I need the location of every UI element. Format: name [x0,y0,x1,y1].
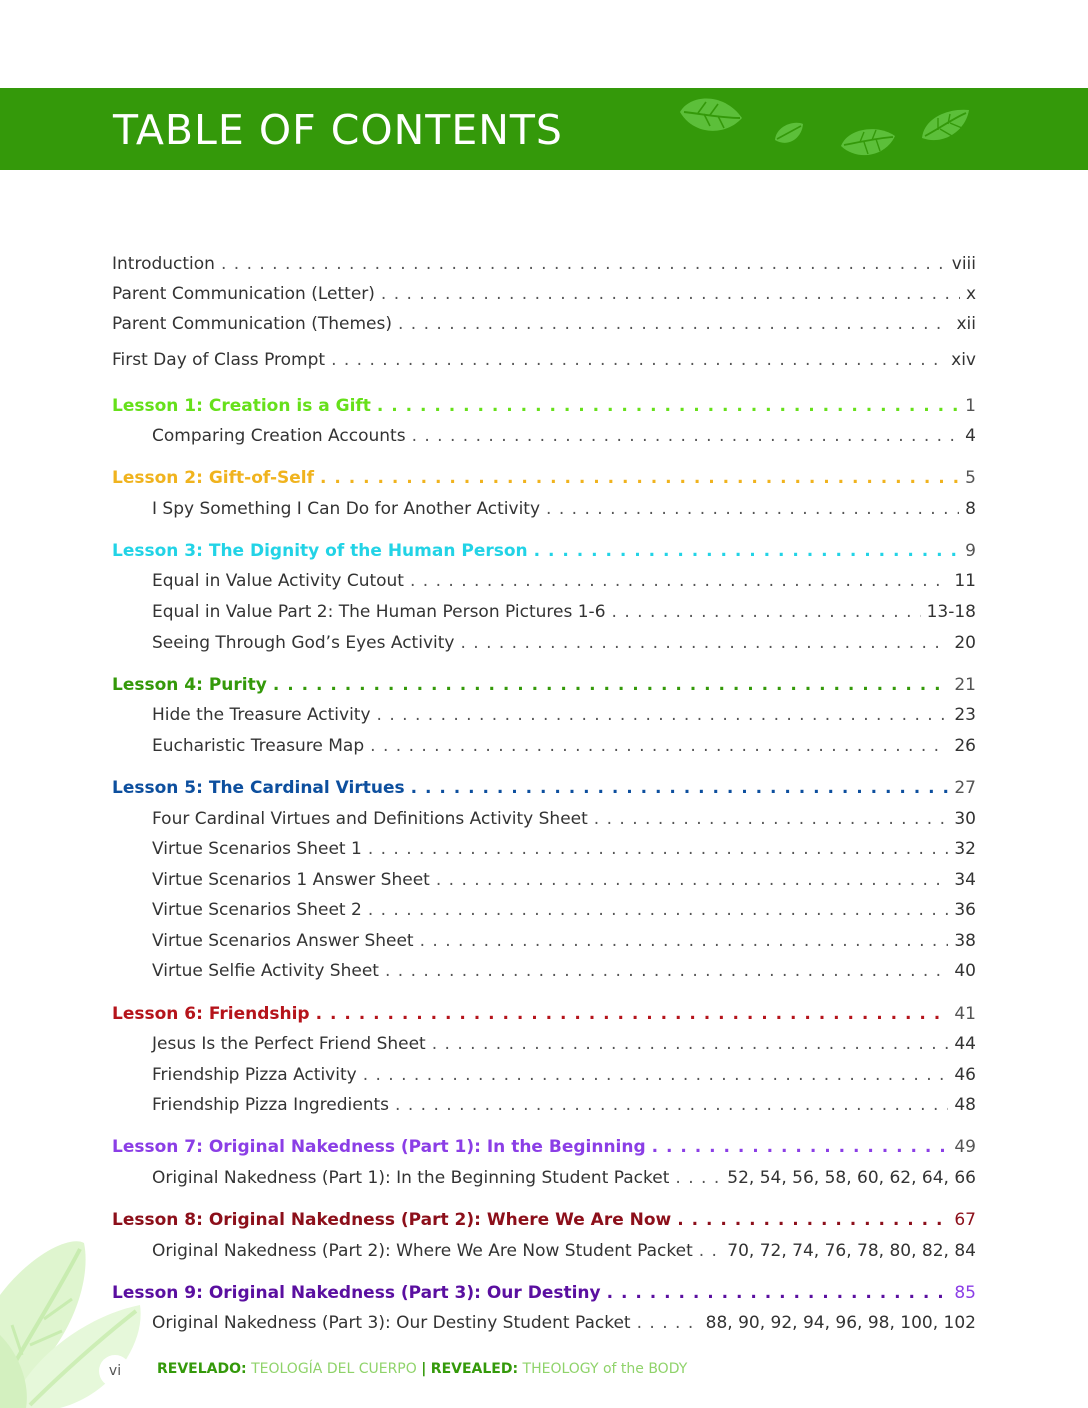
entry-title: Equal in Value Activity Cutout [152,571,404,591]
toc-entry-seeing-gods-eyes[interactable] [152,628,976,658]
entry-page: 67 [954,1210,976,1230]
brand-en-bold: REVEALED: [430,1361,519,1377]
toc-entry-perfect-friend[interactable] [152,1029,976,1059]
toc-lesson-6[interactable] [112,999,976,1029]
toc-entry-pizza-activity[interactable] [152,1060,976,1090]
toc-lesson-2[interactable] [112,463,976,493]
toc-entry-hide-treasure[interactable] [152,700,976,730]
toc-entry-virtue-sheet-2[interactable] [152,895,976,925]
entry-page: 32 [954,839,976,859]
entry-title: Virtue Scenarios Sheet 1 [152,839,362,859]
entry-title: Virtue Scenarios 1 Answer Sheet [152,870,430,890]
entry-page: 21 [954,675,976,695]
lesson-title: Lesson 5: The Cardinal Virtues [112,778,405,798]
toc-entry-introduction[interactable] [112,249,976,279]
toc-entry-part1-packet[interactable] [152,1163,976,1193]
toc-entry-part3-packet[interactable] [152,1308,976,1338]
entry-page: 49 [954,1137,976,1157]
toc-entry-pizza-ingredients[interactable] [152,1090,976,1120]
lesson-title: Lesson 4: Purity [112,675,267,695]
lesson-title: Lesson 9: Original Nakedness (Part 3): Our Destiny [112,1283,601,1303]
toc-entry-virtue-sheet-1[interactable] [152,834,976,864]
entry-title: Comparing Creation Accounts [152,426,406,446]
toc-lesson-7[interactable] [112,1132,976,1162]
entry-title: Eucharistic Treasure Map [152,736,365,756]
entry-title: Friendship Pizza Activity [152,1065,357,1085]
toc-entry-first-day[interactable] [112,345,976,375]
entry-page: 26 [954,736,976,756]
lesson-title: Lesson 2: Gift-of-Self [112,468,315,488]
entry-page: 20 [954,633,976,653]
toc-lesson-1[interactable] [112,391,976,421]
toc-entry-i-spy[interactable] [152,494,976,524]
entry-page: 11 [954,571,976,591]
entry-title: Parent Communication (Letter) [112,284,375,304]
entry-title: Original Nakedness (Part 3): Our Destiny Student Packet [152,1313,631,1333]
toc-lesson-5[interactable] [112,773,976,803]
toc-entry-virtue-answer-1[interactable] [152,865,976,895]
lesson-title: Lesson 8: Original Nakedness (Part 2): Where We Are Now [112,1210,672,1230]
entry-page: 52, 54, 56, 58, 60, 62, 64, 66 [727,1168,976,1188]
entry-page: 48 [954,1095,976,1115]
entry-page: 38 [954,931,976,951]
lesson-title: Lesson 6: Friendship [112,1004,310,1024]
entry-title: Original Nakedness (Part 2): Where We Are Now Student Packet [152,1241,693,1261]
leaf-icon [772,120,806,150]
entry-title: Virtue Scenarios Sheet 2 [152,900,362,920]
header-banner [0,88,1088,170]
toc-entry-parent-letter[interactable] [112,279,976,309]
toc-entry-equal-cutout[interactable] [152,566,976,596]
entry-title: Hide the Treasure Activity [152,705,371,725]
entry-page: 30 [954,809,976,829]
entry-page: xiv [951,350,976,370]
lesson-title: Lesson 7: Original Nakedness (Part 1): In the Beginning [112,1137,646,1157]
entry-title: Friendship Pizza Ingredients [152,1095,390,1115]
entry-title: Original Nakedness (Part 1): In the Beginning Student Packet [152,1168,670,1188]
entry-page: 13-18 [926,602,976,622]
entry-page: 23 [954,705,976,725]
entry-title: I Spy Something I Can Do for Another Activity [152,499,541,519]
toc-lesson-3[interactable] [112,536,976,566]
entry-page: viii [951,254,976,274]
entry-title: Seeing Through God’s Eyes Activity [152,633,455,653]
lesson-title: Lesson 1: Creation is a Gift [112,396,371,416]
toc-entry-parent-themes[interactable] [112,309,976,339]
entry-title: Jesus Is the Perfect Friend Sheet [152,1034,426,1054]
toc-entry-eucharistic-map[interactable] [152,731,976,761]
entry-page: x [965,284,976,304]
toc-entry-comparing-creation[interactable] [152,421,976,451]
leaf-icon [838,124,898,164]
entry-title: Four Cardinal Virtues and Definitions Activity Sheet [152,809,588,829]
entry-page: 9 [965,541,976,561]
toc-entry-equal-part2[interactable] [152,597,976,627]
entry-page: 34 [954,870,976,890]
entry-title: Virtue Selfie Activity Sheet [152,961,379,981]
leaf-icon [918,106,972,146]
toc-lesson-9[interactable] [112,1278,976,1308]
brand-en-light: THEOLOGY of the BODY [522,1361,688,1377]
page-number: vi [99,1355,131,1387]
toc-entry-part2-packet[interactable] [152,1236,976,1266]
brand-es-light: TEOLOGÍA DEL CUERPO [251,1361,417,1377]
brand-separator: | [421,1361,427,1377]
entry-title: Virtue Scenarios Answer Sheet [152,931,414,951]
entry-title: Parent Communication (Themes) [112,314,392,334]
brand-es-bold: REVELADO: [157,1361,247,1377]
entry-page: 27 [954,778,976,798]
leaf-icon [676,92,746,138]
entry-page: 46 [954,1065,976,1085]
toc-lesson-4[interactable] [112,670,976,700]
entry-page: 88, 90, 92, 94, 96, 98, 100, 102 [705,1313,976,1333]
entry-page: 70, 72, 74, 76, 78, 80, 82, 84 [727,1241,976,1261]
entry-page: 4 [965,426,976,446]
entry-title: First Day of Class Prompt [112,350,326,370]
entry-page: 36 [954,900,976,920]
entry-page: 1 [965,396,976,416]
toc-entry-four-virtues[interactable] [152,804,976,834]
toc-entry-virtue-selfie[interactable] [152,956,976,986]
lesson-title: Lesson 3: The Dignity of the Human Person [112,541,528,561]
toc-lesson-8[interactable] [112,1205,976,1235]
entry-title: Equal in Value Part 2: The Human Person Pictures 1-6 [152,602,606,622]
page-title: TABLE OF CONTENTS [113,106,563,154]
entry-title: Introduction [112,254,215,274]
footer-brand [157,1361,687,1377]
toc-entry-virtue-answer[interactable] [152,926,976,956]
entry-page: 85 [954,1283,976,1303]
entry-page: 41 [954,1004,976,1024]
entry-page: 44 [954,1034,976,1054]
entry-page: 40 [954,961,976,981]
entry-page: 8 [965,499,976,519]
page-footer [0,1356,1088,1386]
entry-page: xii [956,314,976,334]
entry-page: 5 [965,468,976,488]
